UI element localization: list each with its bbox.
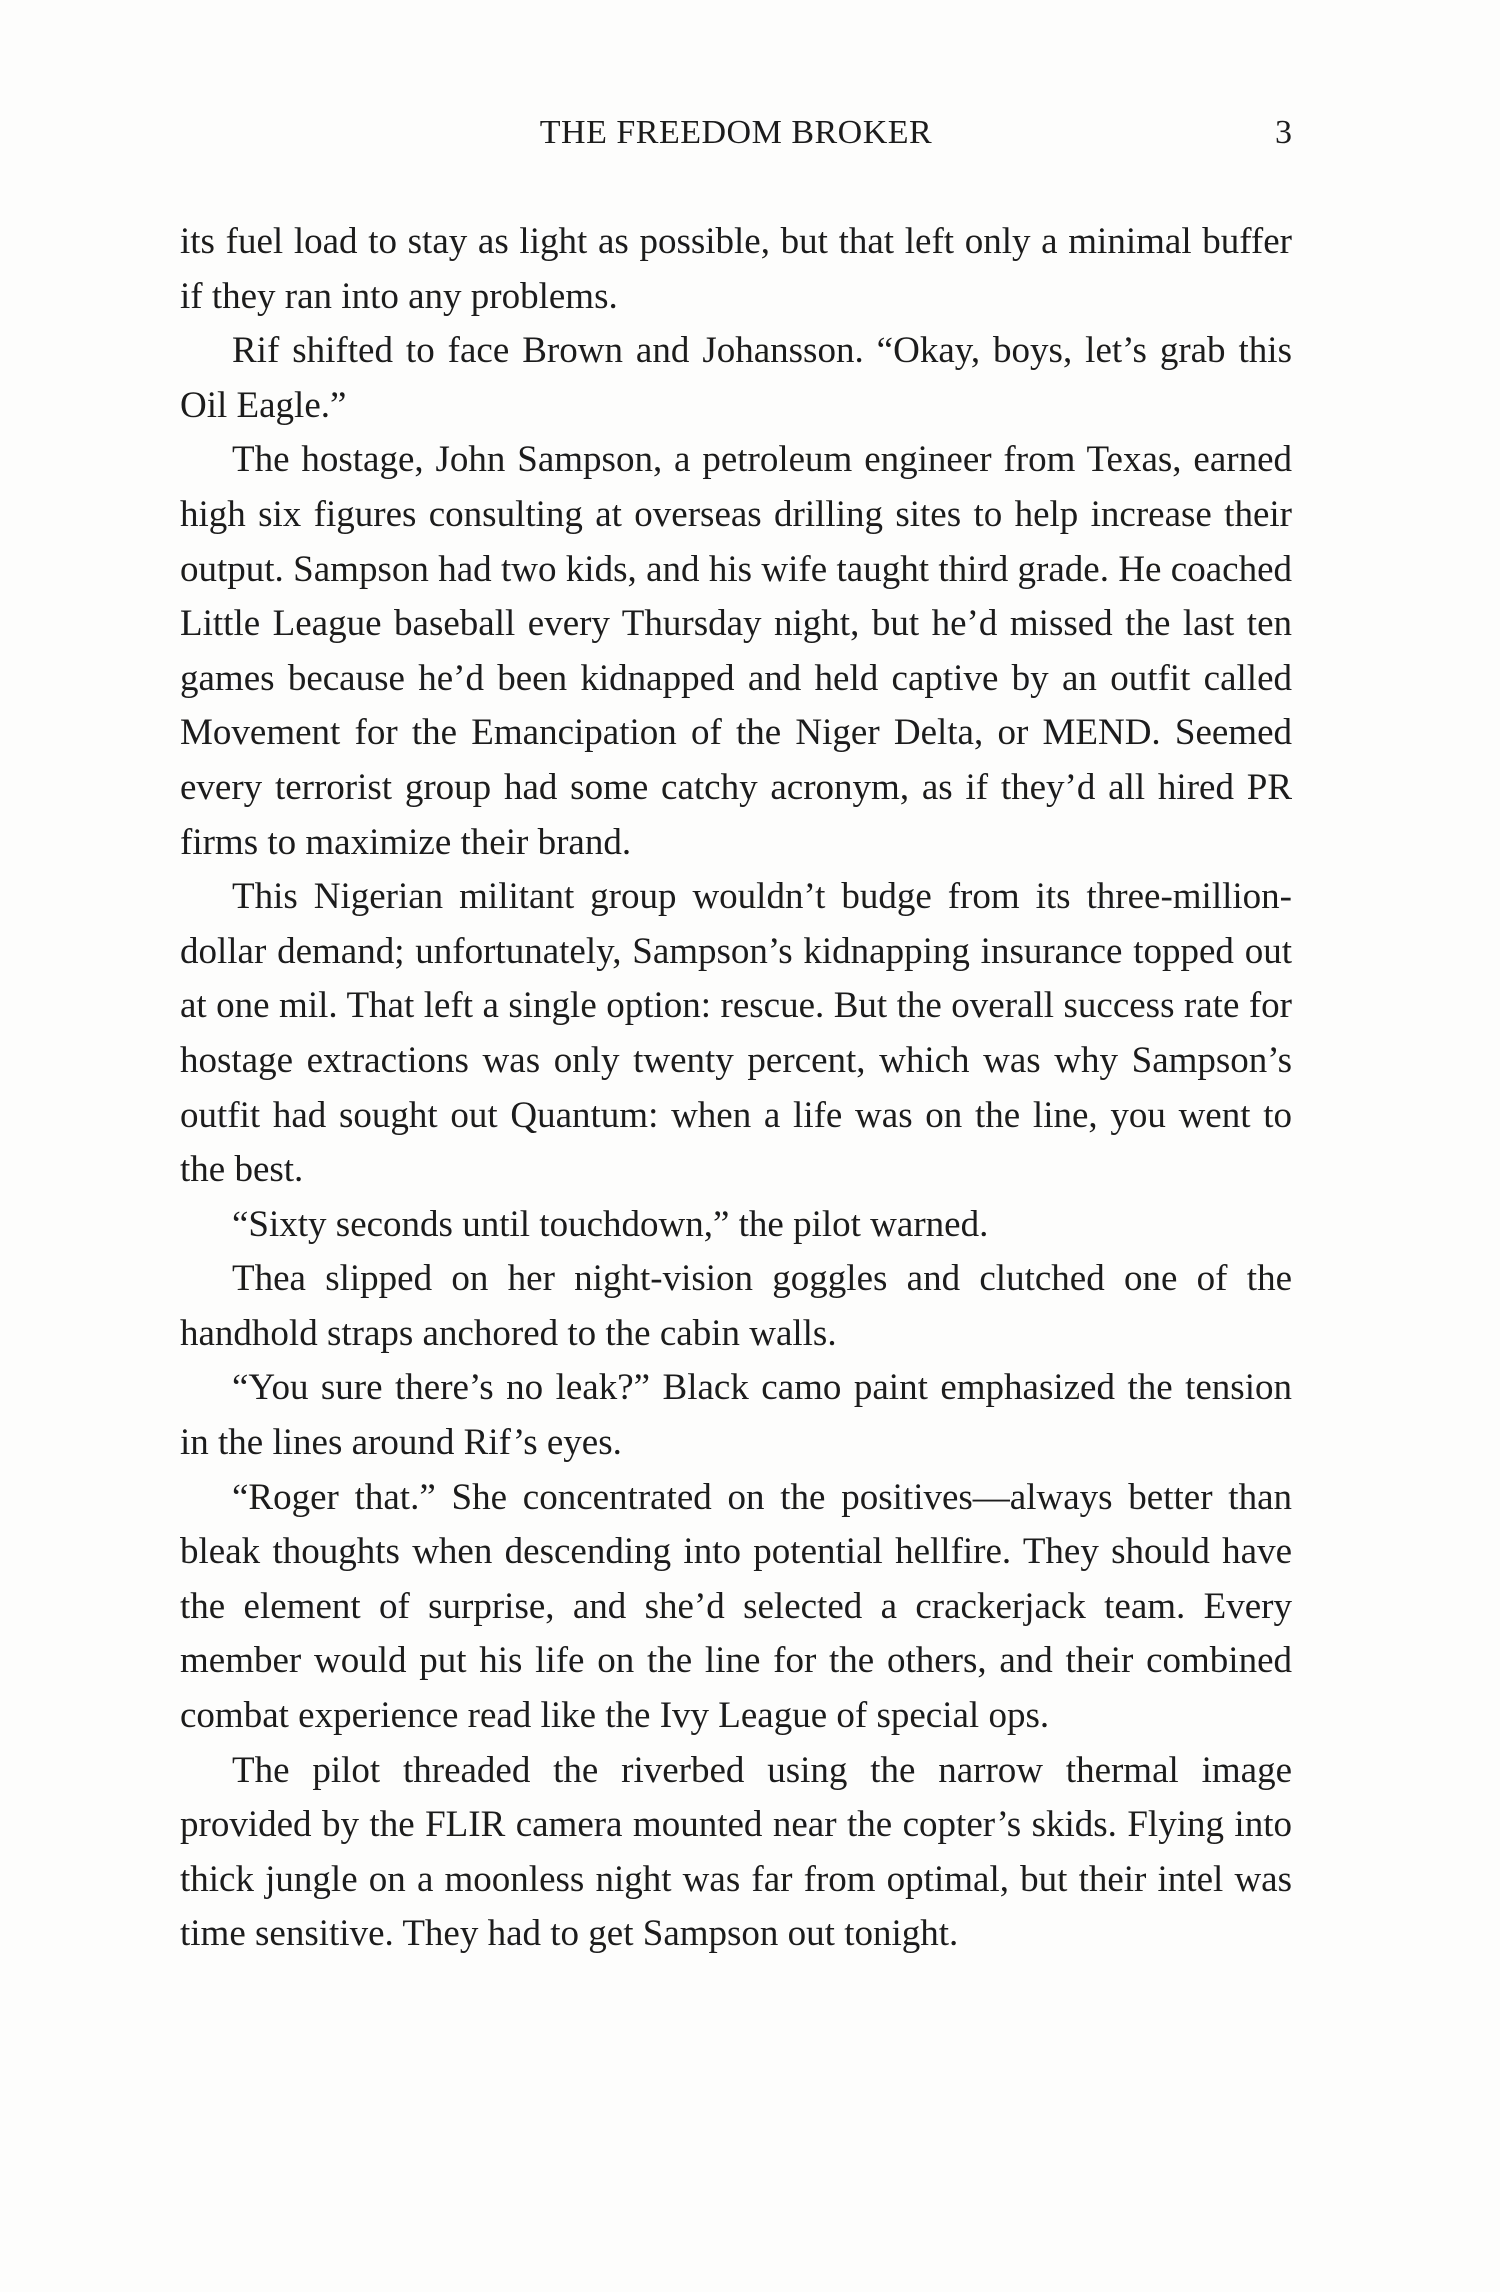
- paragraph: This Nigerian militant group wouldn’t budge from its three-million-dollar demand; unfortunately, Sampson’s kidnapping insurance topped out at one mil. That left a single option: rescue. But the overall success rate for hostage extractions was only twenty percent, which was why Sampson’s outfit had sought out Quantum: when a life was on the line, you went to the best.: [180, 876, 1292, 1191]
- running-head: [180, 108, 1292, 158]
- paragraph: its fuel load to stay as light as possible, but that left only a minimal buffer if they ran into any problems.: [180, 221, 1292, 317]
- paragraph: “Sixty seconds until touchdown,” the pilot warned.: [232, 1203, 989, 1245]
- body-text: [180, 215, 1292, 1962]
- paragraph: The hostage, John Sampson, a petroleum engineer from Texas, earned high six figures consulting at overseas drilling sites to help increase their output. Sampson had two kids, and his wife taught third grade. He coached Little League baseball every Thursday night, but he’d missed the last ten games because he’d been kidnapped and held captive by an outfit called Movement for the Emancipation of the Niger Delta, or MEND. Seemed every terrorist group had some catchy acronym, as if they’d all hired PR firms to maximize their brand.: [180, 439, 1292, 863]
- paragraph: “Roger that.” She concentrated on the positives—always better than bleak thoughts when descending into potential hellfire. They should have the element of surprise, and she’d selected a crackerjack team. Every member would put his life on the line for the others, and their combined combat experience read like the Ivy League of special ops.: [180, 1476, 1292, 1737]
- paragraph: Rif shifted to face Brown and Johansson. “Okay, boys, let’s grab this Oil Eagle.”: [180, 330, 1292, 426]
- paragraph: The pilot threaded the riverbed using the narrow thermal image provided by the FLIR camera mounted near the copter’s skids. Flying into thick jungle on a moonless night was far from optimal, but their intel was time sensitive. They had to get Sampson out tonight.: [180, 1749, 1292, 1955]
- paragraph: Thea slipped on her night-vision goggles and clutched one of the handhold straps anchored to the cabin walls.: [180, 1258, 1292, 1354]
- running-title: THE FREEDOM BROKER: [539, 114, 933, 151]
- paragraph: “You sure there’s no leak?” Black camo paint emphasized the tension in the lines around Rif’s eyes.: [180, 1367, 1292, 1464]
- page-number: 3: [1275, 114, 1292, 151]
